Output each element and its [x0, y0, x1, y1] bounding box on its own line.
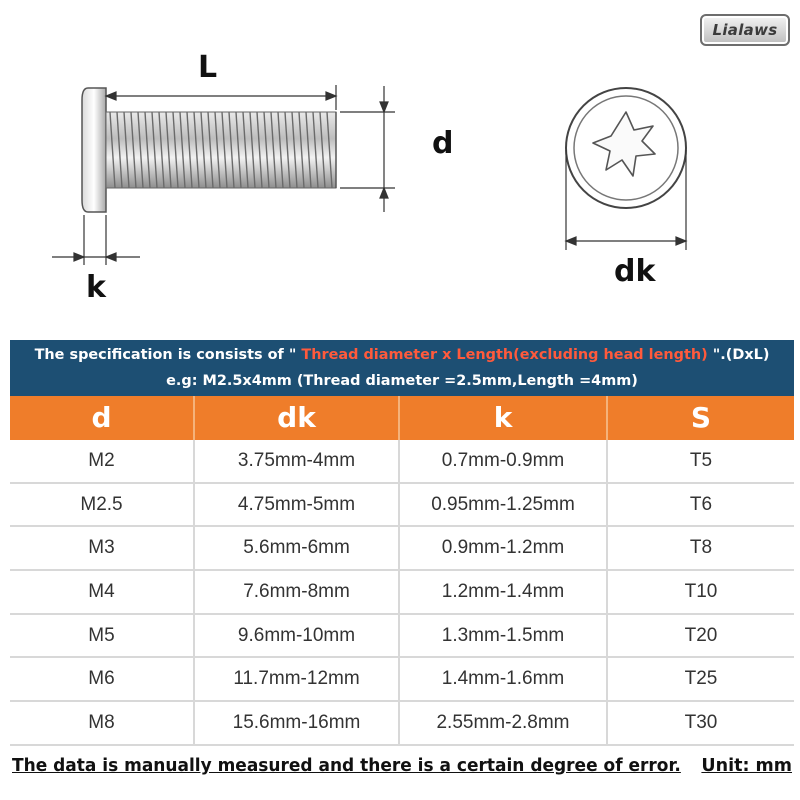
head-height-dimension [52, 215, 140, 265]
table-row [10, 527, 794, 571]
banner-highlight: Thread diameter x Length(excluding head length) [301, 347, 708, 363]
cell-dk: 4.75mm-5mm [195, 484, 400, 526]
cell-dk: 11.7mm-12mm [195, 658, 400, 700]
table-row [10, 484, 794, 528]
cell-d: M3 [10, 527, 195, 569]
cell-k: 1.3mm-1.5mm [400, 615, 608, 657]
footer [12, 756, 792, 786]
label-dk: dk [614, 254, 656, 289]
cell-s: T20 [684, 624, 718, 646]
cell-s: T30 [684, 712, 718, 734]
banner-line-1 [12, 342, 792, 368]
cell-s: T5 [689, 450, 713, 471]
column-header-s: S [690, 401, 712, 434]
table-header [10, 396, 794, 440]
cell-k: 2.55mm-2.8mm [400, 702, 608, 744]
cell-dk: 9.6mm-10mm [195, 615, 400, 657]
cell-d: M4 [10, 571, 195, 613]
spec-table [10, 340, 794, 746]
table-row [10, 615, 794, 659]
cell-k: 1.4mm-1.6mm [400, 658, 608, 700]
cell-s: T25 [684, 668, 718, 690]
screw-head-top-view [566, 88, 686, 208]
column-header-d: d [10, 396, 195, 440]
cell-d: M8 [10, 702, 195, 744]
cell-s: T10 [684, 581, 718, 603]
cell-dk: 15.6mm-16mm [195, 702, 400, 744]
cell-d: M6 [10, 658, 195, 700]
unit-note: Unit: mm [701, 756, 792, 776]
screw-drawing [0, 0, 800, 335]
cell-s: T8 [689, 537, 713, 559]
column-header-dk: dk [195, 396, 400, 440]
diameter-dimension [340, 86, 395, 212]
cell-s: T6 [689, 493, 713, 515]
column-header-k: k [400, 396, 608, 440]
label-k: k [86, 270, 106, 305]
cell-dk: 3.75mm-4mm [195, 440, 400, 482]
label-L: L [198, 50, 218, 85]
cell-d: M2.5 [10, 484, 195, 526]
table-row [10, 571, 794, 615]
cell-k: 0.7mm-0.9mm [400, 440, 608, 482]
spec-banner [10, 340, 794, 396]
cell-d: M5 [10, 615, 195, 657]
measurement-note: The data is manually measured and there is a certain degree of error. [12, 756, 681, 776]
banner-prefix: The specification is consists of " [34, 347, 302, 363]
cell-k: 1.2mm-1.4mm [400, 571, 608, 613]
length-dimension [106, 85, 336, 110]
table-row [10, 658, 794, 702]
cell-k: 0.9mm-1.2mm [400, 527, 608, 569]
brand-logo-text: Lialaws [712, 21, 778, 39]
table-row [10, 702, 794, 746]
label-d: d [432, 126, 454, 161]
cell-dk: 7.6mm-8mm [195, 571, 400, 613]
table-row [10, 440, 794, 484]
banner-suffix: ".(DxL) [707, 347, 770, 363]
cell-dk: 5.6mm-6mm [195, 527, 400, 569]
cell-d: M2 [10, 440, 195, 482]
cell-k: 0.95mm-1.25mm [400, 484, 608, 526]
screw-side-view [82, 88, 336, 212]
banner-line-2: e.g: M2.5x4mm (Thread diameter =2.5mm,Length =4mm) [166, 373, 638, 389]
